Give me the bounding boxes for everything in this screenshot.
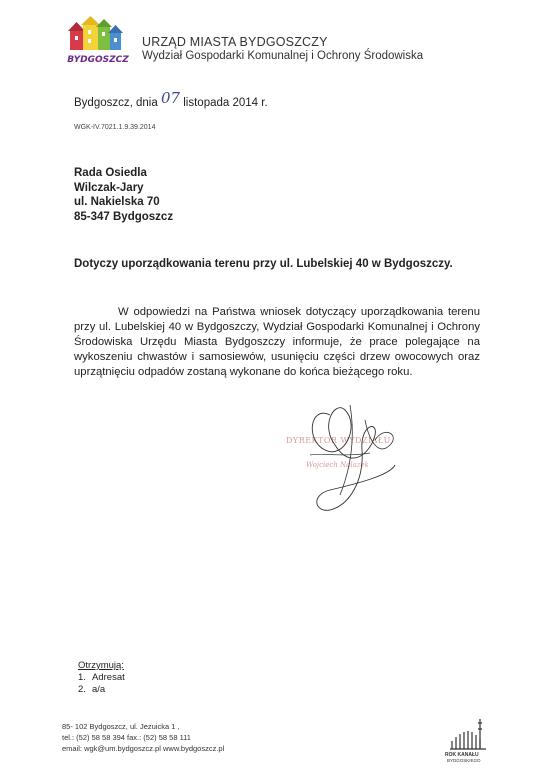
addressee-line: ul. Nakielska 70 — [74, 196, 160, 208]
footer-phone: tel.: (52) 58 58 394 fax.: (52) 58 58 111 — [62, 733, 191, 742]
date-suffix: listopada 2014 r. — [183, 97, 268, 109]
list-item-label: a/a — [92, 684, 106, 695]
list-item — [78, 684, 125, 696]
list-item-number: 1. — [78, 672, 86, 683]
addressee-line: Wilczak-Jary — [74, 181, 144, 194]
recipients-list — [78, 660, 125, 696]
org-name: URZĄD MIASTA BYDGOSZCZY — [142, 35, 328, 49]
rok-logo-line2: BYDGOSKIEGO — [447, 758, 481, 763]
stamp-title: DYREKTOR WYDZIAŁU — [286, 436, 391, 445]
addressee-line: Rada Osiedla — [74, 167, 147, 179]
reference-number: WGK-IV.7021.1.9.39.2014 — [74, 124, 156, 131]
date-day-handwritten: 07 — [160, 89, 181, 107]
list-item-number: 2. — [78, 684, 86, 695]
body-paragraph: W odpowiedzi na Państwa wniosek dotyczący uporządkowania terenu przy ul. Lubelskiej 40 w Bydgoszczy, Wydział Gospodarki Komunalnej i Ochrony Środowiska Urzędu Miasta Bydgoszczy informuje, że prace polegające na wykoszeniu chwastów i samosiewów, usunięciu części drzew owocowych oraz uprzątnięciu odpadów zostaną wykonane do końca bieżącego roku. — [74, 306, 480, 378]
rok-logo-line1: ROK KANAŁU — [445, 752, 479, 758]
city-logo — [62, 14, 134, 66]
footer-email: email: wgk@um.bydgoszcz.pl www.bydgoszcz.pl — [62, 744, 225, 753]
stamp-name: Wojciech Nalazek — [306, 461, 369, 469]
list-item — [78, 672, 125, 684]
list-item-label: Adresat — [92, 672, 125, 683]
dept-name: Wydział Gospodarki Komunalnej i Ochrony Środowiska — [142, 50, 424, 62]
letter-body — [74, 305, 480, 380]
handwritten-signature — [290, 395, 410, 520]
recipients-title: Otrzymują: — [78, 660, 124, 671]
footer-contact — [62, 721, 224, 754]
date-line — [74, 89, 268, 110]
addressee-block — [74, 166, 173, 224]
footer-address: 85- 102 Bydgoszcz, ul. Jezuicka 1 , — [62, 722, 180, 731]
logo-text: BYDGOSZCZ — [67, 55, 129, 65]
subject-line: Dotyczy uporządkowania terenu przy ul. Lubelskiej 40 w Bydgoszczy. — [74, 258, 453, 270]
date-prefix: Bydgoszcz, dnia — [74, 97, 158, 109]
addressee-line: 85-347 Bydgoszcz — [74, 210, 174, 223]
